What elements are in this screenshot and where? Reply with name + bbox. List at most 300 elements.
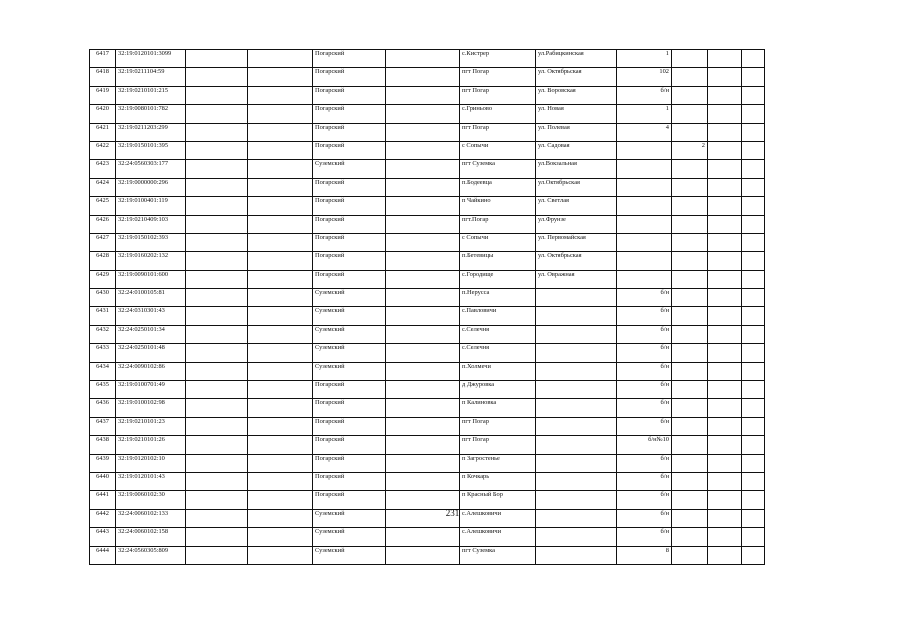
- row-number: 6419: [90, 86, 116, 104]
- cell-c: [186, 307, 248, 325]
- cell-c: [186, 381, 248, 399]
- cell-c: [186, 252, 248, 270]
- cell-d: [248, 197, 313, 215]
- row-number: 6426: [90, 215, 116, 233]
- district-name: Суземский: [313, 307, 386, 325]
- house-number: 102: [617, 68, 672, 86]
- cell-j: [672, 233, 708, 251]
- row-number: 6421: [90, 123, 116, 141]
- cell-j: [672, 381, 708, 399]
- cell-c: [186, 436, 248, 454]
- cell-k: [708, 546, 742, 564]
- cadastral-number: 32:19:0100102:98: [116, 399, 186, 417]
- settlement: пгт Погар: [460, 436, 536, 454]
- settlement: п.Бетевицы: [460, 252, 536, 270]
- table-row: [90, 160, 765, 178]
- cell-l: [742, 289, 765, 307]
- row-number: 6422: [90, 141, 116, 159]
- cadastral-number: 32:19:0120101:3099: [116, 50, 186, 68]
- cell-d: [248, 160, 313, 178]
- district-name: Погарский: [313, 197, 386, 215]
- row-number: 6417: [90, 50, 116, 68]
- house-number: б/н: [617, 509, 672, 527]
- district-name: Погарский: [313, 491, 386, 509]
- street: [536, 362, 617, 380]
- cell-f: [386, 307, 460, 325]
- cadastral-number: 32:24:0090102:86: [116, 362, 186, 380]
- house-number: б/н: [617, 528, 672, 546]
- table-row: [90, 105, 765, 123]
- street: ул.Октябрьская: [536, 178, 617, 196]
- cell-c: [186, 233, 248, 251]
- cell-j: [672, 160, 708, 178]
- street: ул. Садовая: [536, 141, 617, 159]
- cell-l: [742, 546, 765, 564]
- cell-f: [386, 50, 460, 68]
- cell-l: [742, 197, 765, 215]
- house-number: 8: [617, 546, 672, 564]
- cell-d: [248, 417, 313, 435]
- cell-l: [742, 381, 765, 399]
- district-name: Погарский: [313, 252, 386, 270]
- cadastral-number: 32:19:0100401:119: [116, 197, 186, 215]
- row-number: 6424: [90, 178, 116, 196]
- cell-l: [742, 325, 765, 343]
- cell-c: [186, 68, 248, 86]
- row-number: 6441: [90, 491, 116, 509]
- street: ул. Новая: [536, 105, 617, 123]
- cell-k: [708, 344, 742, 362]
- house-number: б/н: [617, 491, 672, 509]
- street: [536, 289, 617, 307]
- cell-k: [708, 105, 742, 123]
- street: [536, 491, 617, 509]
- district-name: Суземский: [313, 509, 386, 527]
- district-name: Погарский: [313, 436, 386, 454]
- cadastral-number: 32:24:0100105:81: [116, 289, 186, 307]
- cell-l: [742, 160, 765, 178]
- register-table-body: [90, 50, 765, 565]
- house-number: б/н: [617, 454, 672, 472]
- settlement: с.Селечня: [460, 325, 536, 343]
- table-row: [90, 362, 765, 380]
- cell-f: [386, 491, 460, 509]
- cell-c: [186, 491, 248, 509]
- cell-l: [742, 344, 765, 362]
- settlement: с.Селечня: [460, 344, 536, 362]
- cell-k: [708, 123, 742, 141]
- cell-k: [708, 491, 742, 509]
- street: [536, 325, 617, 343]
- settlement: п Красный Бор: [460, 491, 536, 509]
- house-number: б/н: [617, 362, 672, 380]
- cell-k: [708, 454, 742, 472]
- cell-f: [386, 86, 460, 104]
- row-number: 6440: [90, 472, 116, 490]
- settlement: п Загростенье: [460, 454, 536, 472]
- cell-f: [386, 436, 460, 454]
- cell-k: [708, 178, 742, 196]
- cell-j: [672, 491, 708, 509]
- house-number: [617, 160, 672, 178]
- house-number: [617, 197, 672, 215]
- cadastral-number: 32:24:0250101:34: [116, 325, 186, 343]
- settlement: пгт Погар: [460, 417, 536, 435]
- house-number: б/н: [617, 86, 672, 104]
- cell-k: [708, 436, 742, 454]
- house-number: б/н№10: [617, 436, 672, 454]
- cadastral-number: 32:24:0250101:48: [116, 344, 186, 362]
- district-name: Погарский: [313, 233, 386, 251]
- table-row: [90, 307, 765, 325]
- table-row: [90, 454, 765, 472]
- cell-j: [672, 546, 708, 564]
- district-name: Погарский: [313, 454, 386, 472]
- settlement: п.Бодеевца: [460, 178, 536, 196]
- cell-c: [186, 270, 248, 288]
- table-row: [90, 528, 765, 546]
- row-number: 6435: [90, 381, 116, 399]
- table-row: [90, 417, 765, 435]
- row-number: 6437: [90, 417, 116, 435]
- district-name: Погарский: [313, 399, 386, 417]
- cell-c: [186, 454, 248, 472]
- cell-d: [248, 215, 313, 233]
- cell-c: [186, 289, 248, 307]
- row-number: 6433: [90, 344, 116, 362]
- cell-l: [742, 141, 765, 159]
- row-number: 6443: [90, 528, 116, 546]
- cell-k: [708, 417, 742, 435]
- table-row: [90, 68, 765, 86]
- row-number: 6428: [90, 252, 116, 270]
- cadastral-number: 32:19:0080101:782: [116, 105, 186, 123]
- street: [536, 546, 617, 564]
- house-number: 1: [617, 50, 672, 68]
- settlement: с.Алешковичи: [460, 509, 536, 527]
- cell-d: [248, 362, 313, 380]
- cell-d: [248, 105, 313, 123]
- house-number: б/н: [617, 417, 672, 435]
- house-number: 1: [617, 105, 672, 123]
- table-row: [90, 215, 765, 233]
- cell-j: [672, 178, 708, 196]
- cell-d: [248, 270, 313, 288]
- cell-j: [672, 344, 708, 362]
- cell-l: [742, 362, 765, 380]
- cadastral-number: 32:19:0211104:59: [116, 68, 186, 86]
- settlement: п.Холмечи: [460, 362, 536, 380]
- cadastral-number: 32:19:0090101:600: [116, 270, 186, 288]
- cell-d: [248, 252, 313, 270]
- cell-d: [248, 289, 313, 307]
- cadastral-number: 32:19:0210101:26: [116, 436, 186, 454]
- district-name: Суземский: [313, 546, 386, 564]
- row-number: 6439: [90, 454, 116, 472]
- house-number: [617, 141, 672, 159]
- table-row: [90, 252, 765, 270]
- cell-j: [672, 325, 708, 343]
- page-number: 231: [445, 508, 460, 518]
- cell-k: [708, 528, 742, 546]
- street: [536, 344, 617, 362]
- cadastral-number: 32:19:0150102:393: [116, 233, 186, 251]
- cell-d: [248, 528, 313, 546]
- street: [536, 436, 617, 454]
- house-number: б/н: [617, 307, 672, 325]
- cell-d: [248, 472, 313, 490]
- cell-c: [186, 417, 248, 435]
- cell-f: [386, 381, 460, 399]
- settlement: п Калиновка: [460, 399, 536, 417]
- street: [536, 307, 617, 325]
- district-name: Суземский: [313, 160, 386, 178]
- table-row: [90, 472, 765, 490]
- cell-k: [708, 215, 742, 233]
- cell-f: [386, 68, 460, 86]
- district-name: Суземский: [313, 325, 386, 343]
- cell-d: [248, 123, 313, 141]
- cell-f: [386, 325, 460, 343]
- house-number: [617, 233, 672, 251]
- cell-k: [708, 289, 742, 307]
- table-row: [90, 399, 765, 417]
- street: [536, 528, 617, 546]
- cell-l: [742, 472, 765, 490]
- table-row: [90, 197, 765, 215]
- cell-d: [248, 50, 313, 68]
- cell-d: [248, 86, 313, 104]
- table-row: [90, 491, 765, 509]
- house-number: б/н: [617, 399, 672, 417]
- cell-k: [708, 362, 742, 380]
- street: [536, 381, 617, 399]
- settlement: пгт Суземка: [460, 546, 536, 564]
- cell-f: [386, 105, 460, 123]
- settlement: с.Павловичи: [460, 307, 536, 325]
- table-row: [90, 233, 765, 251]
- table-row: [90, 86, 765, 104]
- district-name: Погарский: [313, 86, 386, 104]
- cell-d: [248, 454, 313, 472]
- cell-c: [186, 344, 248, 362]
- table-row: [90, 546, 765, 564]
- settlement: пгт Погар: [460, 68, 536, 86]
- district-name: Суземский: [313, 528, 386, 546]
- district-name: Погарский: [313, 472, 386, 490]
- settlement: п.Нерусса: [460, 289, 536, 307]
- cell-d: [248, 381, 313, 399]
- cell-f: [386, 197, 460, 215]
- cell-j: [672, 270, 708, 288]
- settlement: пгт Суземка: [460, 160, 536, 178]
- district-name: Погарский: [313, 50, 386, 68]
- cell-l: [742, 417, 765, 435]
- cell-k: [708, 472, 742, 490]
- cadastral-number: 32:19:0000000:296: [116, 178, 186, 196]
- cell-j: [672, 123, 708, 141]
- cell-k: [708, 381, 742, 399]
- row-number: 6429: [90, 270, 116, 288]
- row-number: 6431: [90, 307, 116, 325]
- cell-c: [186, 528, 248, 546]
- cadastral-number: 32:24:0560305:809: [116, 546, 186, 564]
- street: ул. Полевая: [536, 123, 617, 141]
- cell-d: [248, 344, 313, 362]
- cadastral-number: 32:19:0210101:23: [116, 417, 186, 435]
- cell-k: [708, 233, 742, 251]
- row-number: 6423: [90, 160, 116, 178]
- cell-d: [248, 233, 313, 251]
- cadastral-number: 32:19:0211203:299: [116, 123, 186, 141]
- cell-k: [708, 399, 742, 417]
- cell-f: [386, 160, 460, 178]
- street: ул.Фрунзе: [536, 215, 617, 233]
- settlement: с.Кистрер: [460, 50, 536, 68]
- cell-j: [672, 197, 708, 215]
- district-name: Суземский: [313, 344, 386, 362]
- row-number: 6432: [90, 325, 116, 343]
- cell-k: [708, 252, 742, 270]
- table-row: [90, 178, 765, 196]
- cell-l: [742, 252, 765, 270]
- table-row: [90, 325, 765, 343]
- cell-c: [186, 472, 248, 490]
- district-name: Погарский: [313, 215, 386, 233]
- cell-l: [742, 50, 765, 68]
- district-name: Погарский: [313, 270, 386, 288]
- cadastral-number: 32:19:0160202:132: [116, 252, 186, 270]
- table-row: [90, 381, 765, 399]
- settlement: с.Гриньово: [460, 105, 536, 123]
- cell-c: [186, 86, 248, 104]
- cell-d: [248, 141, 313, 159]
- district-name: Суземский: [313, 362, 386, 380]
- cadastral-number: 32:24:0310301:43: [116, 307, 186, 325]
- cell-l: [742, 68, 765, 86]
- cadastral-number: 32:19:0060102:30: [116, 491, 186, 509]
- district-name: Погарский: [313, 68, 386, 86]
- cell-f: [386, 270, 460, 288]
- settlement: пгт.Погар: [460, 215, 536, 233]
- cell-j: [672, 472, 708, 490]
- street: ул. Овражная: [536, 270, 617, 288]
- cell-l: [742, 215, 765, 233]
- house-number: б/н: [617, 472, 672, 490]
- cadastral-number: 32:24:0060102:158: [116, 528, 186, 546]
- cell-f: [386, 417, 460, 435]
- cell-c: [186, 362, 248, 380]
- table-row: [90, 123, 765, 141]
- district-name: Погарский: [313, 417, 386, 435]
- cell-j: [672, 436, 708, 454]
- street: ул. Светлая: [536, 197, 617, 215]
- cell-f: [386, 252, 460, 270]
- cell-j: [672, 528, 708, 546]
- street: ул. Октябрьская: [536, 68, 617, 86]
- cell-f: [386, 289, 460, 307]
- cell-f: [386, 472, 460, 490]
- cell-c: [186, 178, 248, 196]
- row-number: 6425: [90, 197, 116, 215]
- cadastral-number: 32:19:0120101:43: [116, 472, 186, 490]
- cadastral-number: 32:19:0210409:103: [116, 215, 186, 233]
- cell-j: [672, 289, 708, 307]
- cell-j: [672, 215, 708, 233]
- cell-c: [186, 105, 248, 123]
- cell-l: [742, 436, 765, 454]
- register-table: [89, 49, 765, 565]
- cell-f: [386, 123, 460, 141]
- cell-j: [672, 417, 708, 435]
- district-name: Погарский: [313, 105, 386, 123]
- street: ул.Вокзальная: [536, 160, 617, 178]
- cell-f: [386, 141, 460, 159]
- cell-f: [386, 546, 460, 564]
- settlement: пгт Погар: [460, 86, 536, 104]
- row-number: 6427: [90, 233, 116, 251]
- cadastral-number: 32:24:0060102:133: [116, 509, 186, 527]
- cell-l: [742, 105, 765, 123]
- district-name: Погарский: [313, 123, 386, 141]
- table-row: [90, 270, 765, 288]
- row-number: 6444: [90, 546, 116, 564]
- table-row: [90, 436, 765, 454]
- cell-k: [708, 270, 742, 288]
- row-number: 6438: [90, 436, 116, 454]
- house-number: б/н: [617, 381, 672, 399]
- cell-l: [742, 178, 765, 196]
- cell-k: [708, 325, 742, 343]
- house-number: [617, 270, 672, 288]
- cell-c: [186, 325, 248, 343]
- cell-c: [186, 141, 248, 159]
- house-number: б/н: [617, 325, 672, 343]
- street: [536, 472, 617, 490]
- settlement: пгт Погар: [460, 123, 536, 141]
- district-name: Погарский: [313, 381, 386, 399]
- cell-c: [186, 546, 248, 564]
- cell-f: [386, 399, 460, 417]
- cell-k: [708, 160, 742, 178]
- cell-j: [672, 50, 708, 68]
- cell-l: [742, 123, 765, 141]
- settlement: д Джуровка: [460, 381, 536, 399]
- cell-f: [386, 215, 460, 233]
- cell-l: [742, 399, 765, 417]
- table-row: [90, 289, 765, 307]
- cell-f: [386, 178, 460, 196]
- cadastral-number: 32:24:0560303:177: [116, 160, 186, 178]
- cell-d: [248, 436, 313, 454]
- cell-j: [672, 86, 708, 104]
- house-number: [617, 178, 672, 196]
- cell-k: [708, 68, 742, 86]
- cell-k: [708, 86, 742, 104]
- street: ул. Первомайская: [536, 233, 617, 251]
- cell-c: [186, 197, 248, 215]
- cell-f: [386, 233, 460, 251]
- cell-j: [672, 105, 708, 123]
- cell-d: [248, 491, 313, 509]
- house-number: [617, 252, 672, 270]
- cell-d: [248, 546, 313, 564]
- cell-f: [386, 362, 460, 380]
- cell-c: [186, 160, 248, 178]
- cell-l: [742, 528, 765, 546]
- settlement: п Чайкино: [460, 197, 536, 215]
- cell-l: [742, 491, 765, 509]
